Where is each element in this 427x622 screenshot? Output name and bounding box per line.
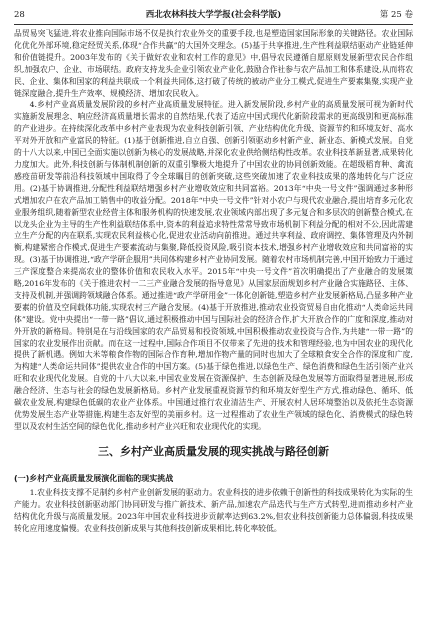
article-body: [14, 28, 413, 534]
paragraph-stage4-features: 4.乡村产业高质量发展阶段的乡村产业高质量发展特征。进入新发展阶段,乡村产业的高质量发展可视为新时代实施新发展理念、响应经济高质量增长需求的自然结果,代表了适应中国式现代化新阶段需求的更高级别和更高标准的产业进步。在持续深化改革中乡村产业表现为农业科技创新引领、产业结构优化升级、资源节约和环境友好、高水平对外开放和产业富民的特征。(1)基于创新推进,自立自强、创新引领驱动乡村新产业、新业态、新模式发展。自党的十八大以来,中国已全面实施以创新为核心的发展战略,并深化农业供给侧结构性改革。农业科技革新显著,成果转化力度加大。此外,科技创新与体制机制创新的双重引擎极大地提升了中国农业的协同创新效能。在超级稻育种、禽流感疫苗研发等前沿科技领域中国取得了令全球瞩目的创新突破,这些突破加速了农业科技成果的落地转化与广泛应用。(2)基于协调推进,分配性利益联结增强乡村产业增收效应和共同富裕。2013年“中央一号文件”强调通过多种形式增加农户在农产品加工销售中的收益分配。2018年“中央一号文件”针对小农户与现代农业融合,提出培育多元化农业服务组织,随着新型农业经营主体和服务机构的快速发展,农业领域内部出现了多元复合和多层次的创新整合模式,在以龙头企业为主导的生产性利益联结体系中,资本的利益追求特性常常导致市场机制下利益分配的相对不公,因此需建立生产分配的内在联系,实现农民利益核心化,促进农业活动向前推进。通过共享利益、政府调控、集体管理及内外制衡,构建紧密合作模式,促进生产要素流动与集聚,降低投资风险,吸引资本技术,增强乡村产业增收效应和共同富裕的实现。(3)基于协调推进,“政产学研企服用”共同体构建乡村产业协同发展。随着农村市场机制完善,中国开始致力于通过三产深度整合来提高农业的整体价值和农民收入水平。2015年“中央一号文件”首次明确提出了产业融合的发展策略,2016年发布的《关于推进农村一二三产业融合发展的指导意见》从国家层面规划乡村产业融合实施路径、主体、支持及机制,并强调跨领域融合体系。通过推进“政产学研用金”一体化创新链,塑造乡村产业发展新格局,凸显多种产业要素的价值及空间载体功能,实现农村三产融合发展。(4)基于开放推进,推动农业投资贸易自由化推动“人类命运共同体”建设。党中央提出“一带一路”倡议,通过积极推动中国与国际社会的经济合作,扩大开放合作的广度和深度,推动对外开放的新格局。特别是在与沿线国家的农产品贸易和投资领域,中国积极推动农业投资与合作,为共建“一带一路”的国家的农业发展作出贡献。而在这一过程中,国际合作项目不仅带来了先进的技术和管理经验,也为中国农业的现代化提供了新机遇。例如大米等粮食作物的国际合作育种,增加作物产量的同时也加大了全球粮食安全合作的深度和广度,为构建“人类命运共同体”提供农业合作的中国方案。(5)基于绿色推进,以绿色生产、绿色消费和绿色生活引领产业兴旺和农业现代化发展。自党的十八大以来,中国农业发展在资源保护、生态创新及绿色发展等方面取得显著进展,形成融合经济、生态与社会的绿色发展新格局。乡村产业发展重视资源节约和环境友好型生产方式,推动绿色、循环、低碳农业发展,构建绿色低碳的农业产业体系。中国通过推行农业清洁生产、开展农村人居环境整治以及依托生态资源优势发展生态产业等措施,构建生态友好型的美丽乡村。这一过程推动了农业生产领域的绿色化、消费模式的绿色转型以及农村生活空间的绿色优化,推动乡村产业兴旺和农业现代化的实现。: [14, 100, 413, 431]
subsection-heading: (一)乡村产业高质量发展演化面临的现实挑战: [14, 473, 174, 483]
running-header: [14, 8, 413, 22]
paragraph-tech-support: 1.农业科技支撑不足制约乡村产业创新发展的驱动力。农业科技的进步依赖于创新性的科技成果转化为实际的生产能力。农业科技创新驱动部门协同研发与推广新技术、新产品,加速农产品迭代与生产方式转型,进而推动乡村产业结构优化升级与高质量发展。2023年中国农业科技进步贡献率达到63.2%,但农业科技创新能力总体偏弱,科技成果转化应用速度偏慢。农业科技创新成果与其他科技创新成果相比,转化率较低。: [14, 487, 413, 533]
page-number: 28: [14, 10, 25, 20]
volume-number: 第 25 卷: [379, 10, 413, 20]
header-rule: [14, 24, 413, 25]
journal-title: 西北农林科技大学学报(社会科学版): [145, 10, 282, 20]
section-heading: 三、乡村产业高质量发展的现实挑战与路径创新: [98, 444, 329, 458]
paragraph-continued: 品贸易突飞猛进,将农业推向国际市场不仅是执行农业外交的重要手段,也是塑造国家国际形象的关键路径。农业国际化优化外部环境,稳定经贸关系,体现“合作共赢”的大国外交理念。(5)基于共享推进,生产性利益联结驱动产业链延伸和价值链提升。2003年发布的《关于做好农业和农村工作的意见》中,倡导农民遵循自愿原则发展新型农民合作组织,加强农户、企业、市场联结。政府支持龙头企业引领农业产业化,鼓励合作社参与农产品加工和体系建设,从而将农民、企业、集体和国家的利益共联成一个利益共同体,这打破了传统的被动产业分工模式,促进生产要素集聚,实现产业链深度融合,提升生产效率、规模经济、增加农民收入。: [14, 29, 413, 98]
